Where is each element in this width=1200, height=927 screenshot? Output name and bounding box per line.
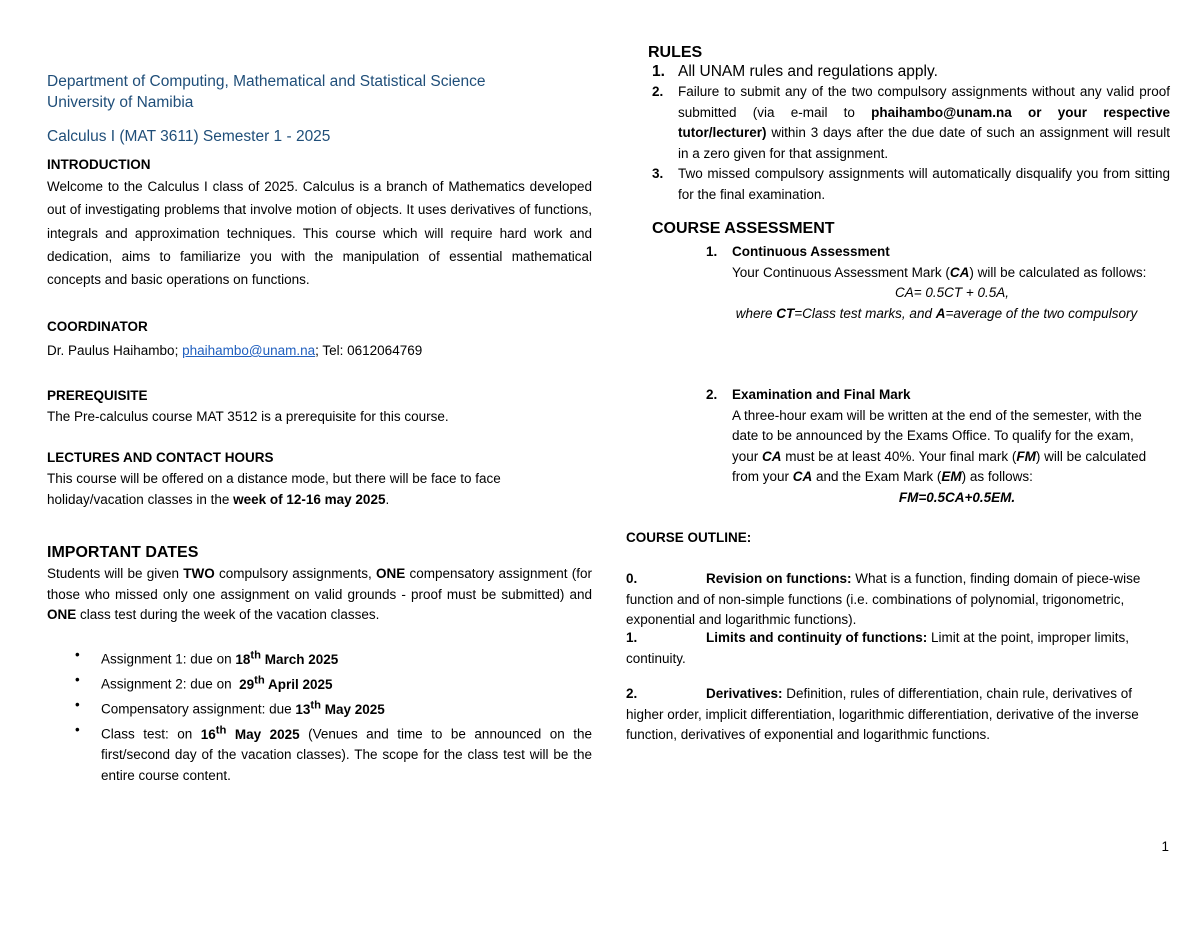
item-after: (Venues and time to be announced on the first/second day of the vacation classes). The scope for the class test will be the entire course content. xyxy=(101,726,592,783)
lectures-period: . xyxy=(385,491,390,507)
important-dates-intro xyxy=(47,564,592,626)
outline-title: Limits and continuity of functions: xyxy=(706,630,928,645)
item-text: Compensatory assignment: due xyxy=(101,701,296,717)
outline-item xyxy=(626,569,1172,631)
rule-number: 1. xyxy=(652,63,665,80)
introduction-text: Welcome to the Calculus I class of 2025. Calculus is a branch of Mathematics developed out of investigating problems that involve motion of objects. It uses derivatives of functions, integrals and approximation techniques. This course which will require hard work and dedication, aims to familiarize you with the manipulation of essential mathematical concepts and basic operations on functions. xyxy=(47,179,592,288)
item-date: May 2025 xyxy=(226,726,300,742)
rule-text: Failure to submit any of the two compulsory assignments without any valid proof submitted (via e-mail to xyxy=(678,84,1170,120)
list-item xyxy=(622,164,1170,205)
coordinator-line xyxy=(47,341,592,362)
outline-number: 2. xyxy=(626,686,638,701)
list-item xyxy=(622,82,1170,164)
dates-one: ONE xyxy=(375,566,406,581)
university-name: University of Namibia xyxy=(47,94,194,111)
fm-text: must be at least 40%. Your final mark ( xyxy=(781,448,1017,464)
rule-text: Two missed compulsory assignments will automatically disqualify you from sitting for the final examination. xyxy=(678,166,1170,202)
outline-number: 0. xyxy=(626,571,638,586)
ca-description xyxy=(732,263,1172,284)
ca-where-text: where xyxy=(732,305,777,321)
ca-formula: CA= 0.5CT + 0.5A, xyxy=(894,285,1010,301)
introduction-heading: INTRODUCTION xyxy=(47,157,151,172)
item-date: May 2025 xyxy=(321,701,385,717)
dates-two: TWO xyxy=(183,566,215,581)
rule-email: phaihambo@unam.na or your respective tutor/lecturer) xyxy=(678,104,1170,141)
item-day: 16 xyxy=(200,726,216,742)
outline-number: 1. xyxy=(626,630,638,645)
bullet-icon: • xyxy=(75,672,80,688)
fm-text: and the Exam Mark ( xyxy=(812,469,942,485)
outline-text: Definition, rules of differentiation, chain rule, derivatives of higher order, implicit differentiation, logarithmic differentiation, derivative of the inverse function, derivatives of exponential and logarithmic functions. xyxy=(626,686,1139,743)
item-text: Assignment 2: due on xyxy=(101,676,240,692)
dates-intro-part: compensatory assignment (for those who missed only one assignment on valid grounds - proof must be submitted) and xyxy=(47,566,593,602)
ca-abbr: CA xyxy=(949,264,970,280)
coordinator-name: Dr. Paulus Haihambo; xyxy=(47,343,183,358)
item-day: 18 xyxy=(235,651,251,667)
list-item xyxy=(47,645,592,670)
ca-where-ct: CT xyxy=(776,305,795,321)
rule-text: All UNAM rules and regulations apply. xyxy=(678,63,938,80)
lectures-text xyxy=(47,469,592,510)
assessment-number: 2. xyxy=(706,387,718,402)
rules-list xyxy=(622,62,1170,206)
fm-description xyxy=(732,406,1152,488)
fm-ca: CA xyxy=(762,448,782,464)
department-name: Department of Computing, Mathematical and Statistical Science xyxy=(47,73,486,90)
item-sup: th xyxy=(254,674,265,687)
outline-title: Derivatives: xyxy=(706,686,783,701)
item-date: March 2025 xyxy=(261,651,339,667)
outline-item xyxy=(626,684,1172,746)
coordinator-tel: ; Tel: 0612064769 xyxy=(315,343,423,358)
examination-title: Examination and Final Mark xyxy=(732,387,911,402)
ca-text: Your Continuous Assessment Mark ( xyxy=(732,264,950,280)
list-item xyxy=(622,62,1170,82)
rules-heading: RULES xyxy=(648,44,703,61)
lectures-heading: LECTURES AND CONTACT HOURS xyxy=(47,450,274,465)
item-date: April 2025 xyxy=(264,676,333,692)
item-day: 13 xyxy=(295,701,311,717)
coordinator-email-link[interactable]: phaihambo@unam.na xyxy=(182,343,316,358)
coordinator-heading: COORDINATOR xyxy=(47,319,148,334)
lectures-text-body: This course will be offered on a distance mode, but there will be face to face holiday/vacation classes in the xyxy=(47,471,501,507)
fm-ca2: CA xyxy=(792,469,813,485)
fm-em: EM xyxy=(941,469,962,485)
examination-final-mark xyxy=(706,385,1172,509)
item-text: Class test: on xyxy=(101,726,201,742)
lectures-week: week of 12-16 may 2025 xyxy=(233,491,386,507)
fm-text: ) will be calculated from your xyxy=(732,448,1147,485)
item-sup: th xyxy=(310,699,322,712)
ca-where xyxy=(732,304,1172,325)
rule-text: within 3 days after the due date of such an assignment will result in a zero given for that assignment. xyxy=(678,125,1170,161)
dates-intro-part: compulsory assignments, xyxy=(214,566,376,581)
item-text: Assignment 1: due on xyxy=(101,651,236,667)
course-title: Calculus I (MAT 3611) Semester 1 - 2025 xyxy=(47,128,331,145)
outline-text: Limit at the point, improper limits, continuity. xyxy=(626,630,1130,666)
outline-title: Revision on functions: xyxy=(706,571,852,586)
fm-fm: FM xyxy=(1016,448,1036,464)
assessment-number: 1. xyxy=(706,244,718,259)
item-day: 29 xyxy=(239,676,255,692)
page-number: 1 xyxy=(1161,839,1169,854)
course-outline-heading: COURSE OUTLINE: xyxy=(626,530,752,545)
bullet-icon: • xyxy=(75,647,80,662)
important-dates-list xyxy=(47,645,592,787)
outline-text: What is a function, finding domain of piece-wise function and of non-simple functions (i.e. combinations of polynomial, trigonometric, exponential and logarithmic functions). xyxy=(626,571,1141,628)
list-item xyxy=(47,720,592,786)
prerequisite-heading: PREREQUISITE xyxy=(47,388,148,403)
important-dates-heading: IMPORTANT DATES xyxy=(47,544,199,561)
outline-item xyxy=(626,628,1172,669)
ca-where-text: =Class test marks, and xyxy=(794,305,936,321)
dates-one-test: ONE xyxy=(47,607,77,623)
bullet-icon: • xyxy=(75,722,80,738)
ca-where-a: A xyxy=(935,305,946,321)
item-sup: th xyxy=(250,649,261,661)
dates-intro-part: class test during the week of the vacation classes. xyxy=(76,607,380,623)
continuous-assessment-title: Continuous Assessment xyxy=(732,244,890,259)
course-assessment-heading: COURSE ASSESSMENT xyxy=(652,220,835,237)
list-item xyxy=(47,670,592,695)
rule-number: 3. xyxy=(652,166,664,182)
item-sup: th xyxy=(215,724,227,737)
ca-where-text: =average of the two compulsory xyxy=(945,305,1138,321)
fm-formula: FM=0.5CA+0.5EM. xyxy=(898,489,1016,505)
fm-text: A three-hour exam will be written at the end of the semester, with the date to be announced by the Exams Office. To qualify for the exam, your xyxy=(732,407,1142,464)
continuous-assessment xyxy=(706,242,1172,324)
rule-number: 2. xyxy=(652,84,664,99)
fm-text: ) as follows: xyxy=(961,469,1033,485)
bullet-icon: • xyxy=(75,697,80,713)
list-item xyxy=(47,695,592,720)
dates-intro-part: Students will be given xyxy=(47,566,184,581)
prerequisite-text: The Pre-calculus course MAT 3512 is a prerequisite for this course. xyxy=(47,409,449,424)
ca-text: ) will be calculated as follows: xyxy=(969,264,1147,280)
